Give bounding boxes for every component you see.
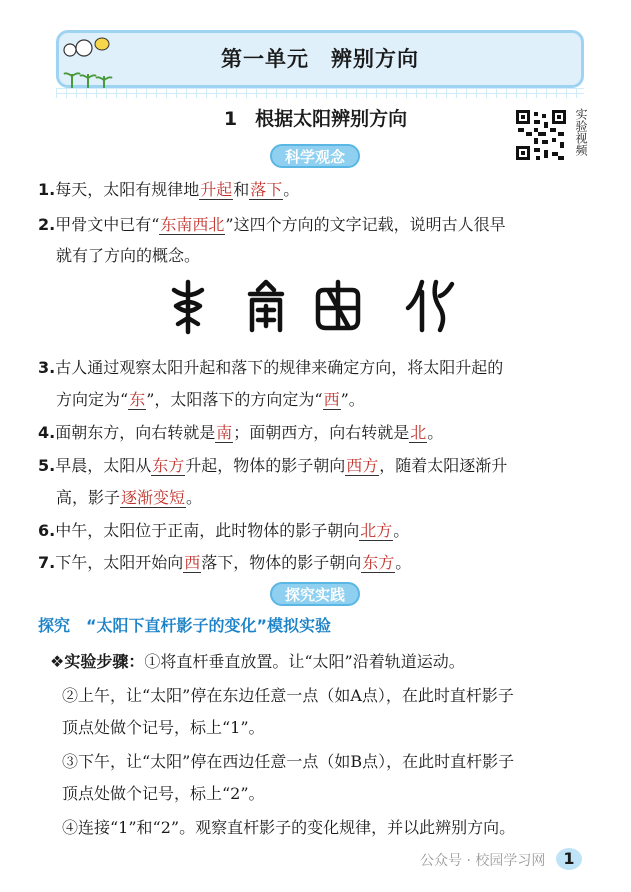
answer-blank: 落下 [250,180,283,199]
item-3: 3.古人通过观察太阳升起和落下的规律来确定方向，将太阳升起的 [38,358,504,377]
lesson-title: 1 根据太阳辨别方向 [223,108,408,130]
item-4: 4.面朝东方，向右转就是南；面朝西方，向右转就是北。 [38,423,444,442]
unit-title: 第一单元 辨别方向 [221,47,419,71]
answer-blank: 逐渐变短 [121,488,186,507]
page-number: 1 [556,848,582,870]
answer-blank: 东 [129,390,146,409]
item-3-cont: 方向定为“东”，太阳落下的方向定为“西”。 [56,390,365,409]
watermark: 公众号 · 校园学习网 [420,853,546,869]
answer-blank: 北 [410,423,427,442]
item-5-cont: 高，影子逐渐变短。 [56,488,203,507]
item-6: 6.中午，太阳位于正南，此时物体的影子朝向北方。 [38,521,410,540]
item-5: 5.早晨，太阳从东方升起，物体的影子朝向西方，随着太阳逐渐升 [38,456,508,475]
answer-blank: 东南西北 [160,215,225,234]
answer-blank: 升起 [200,180,233,199]
step-4: ④连接“1”和“2”。观察直杆影子的变化规律，并以此辨别方向。 [62,818,516,837]
answer-blank: 北方 [360,521,393,540]
answer-blank: 西 [323,390,340,409]
answer-blank: 东方 [152,456,185,475]
step-1: ❖实验步骤：①将直杆垂直放置。让“太阳”沿着轨道运动。 [50,652,465,671]
step-2-cont: 顶点处做个记号，标上“1”。 [62,718,265,737]
oracle-bone-glyphs-icon [170,276,470,336]
step-3-cont: 顶点处做个记号，标上“2”。 [62,784,265,803]
sprout-decoration-icon [58,36,138,92]
qr-code-icon[interactable] [514,108,568,162]
answer-blank: 西方 [346,456,379,475]
item-2-cont: 就有了方向的概念。 [56,246,201,265]
item-7: 7.下午，太阳开始向西落下，物体的影子朝向东方。 [38,553,412,572]
step-3: ③下午，让“太阳”停在西边任意一点（如B点），在此时直杆影子 [62,752,515,771]
answer-blank: 西 [184,553,201,572]
item-2: 2.甲骨文中已有“东南西北”这四个方向的文字记载，说明古人很早 [38,215,506,234]
answer-blank: 南 [216,423,233,442]
explore-heading: 探究 “太阳下直杆影子的变化”模拟实验 [38,616,332,635]
badge-practice: 探究实践 [270,582,360,606]
badge-concept: 科学观念 [270,144,360,168]
qr-label: 实验视频 [574,108,588,156]
step-2: ②上午，让“太阳”停在东边任意一点（如A点），在此时直杆影子 [62,686,514,705]
item-1: 1.每天，太阳有规律地升起和落下。 [38,180,300,199]
answer-blank: 东方 [362,553,395,572]
